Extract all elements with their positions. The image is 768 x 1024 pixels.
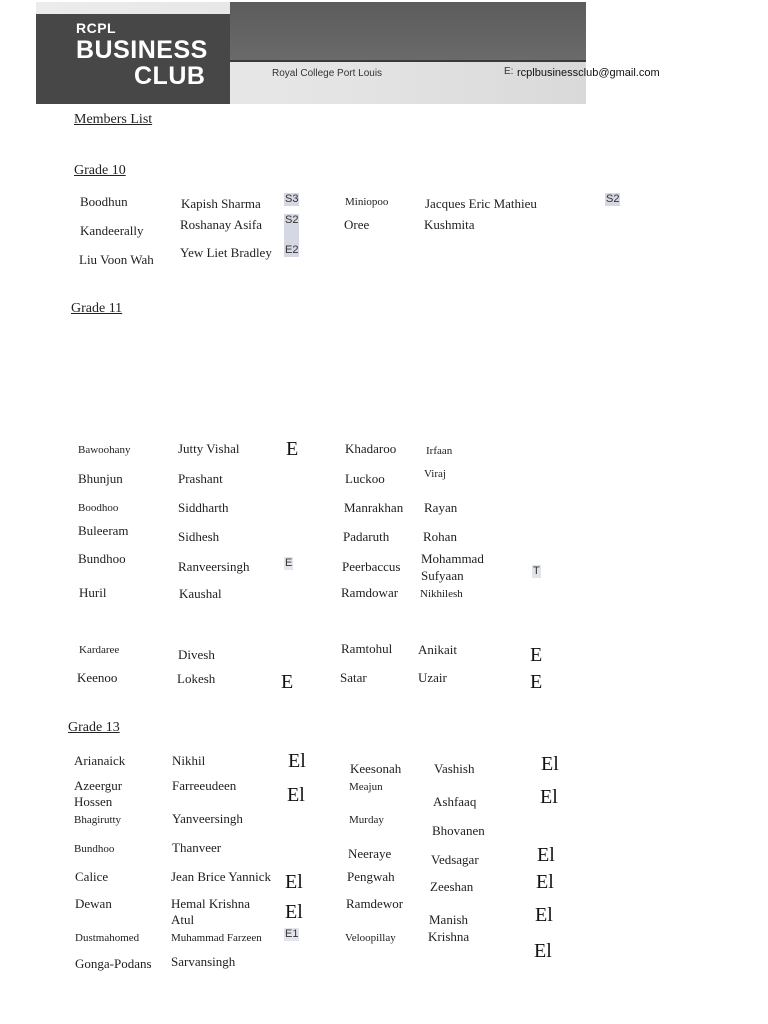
grade-mark: El — [534, 940, 552, 962]
list-item: Buleeram — [78, 523, 129, 538]
list-item: Bhagirutty — [74, 814, 122, 826]
list-item: Bawoohany — [78, 444, 131, 456]
list-item: Yew Liet Bradley — [180, 245, 272, 260]
list-item: Oree — [344, 217, 370, 232]
list-item: Padaruth — [343, 529, 390, 544]
grade-mark: E — [530, 644, 543, 666]
list-item: Ramdowar — [341, 585, 399, 600]
list-item: Anikait — [418, 642, 457, 657]
list-item: Keenoo — [77, 670, 118, 685]
grade-mark: E — [281, 671, 294, 693]
list-item: Atul — [171, 912, 195, 927]
list-item: Arianaick — [74, 753, 126, 768]
list-item: Bundhoo — [78, 551, 126, 566]
grade-code: S3 — [285, 193, 299, 205]
list-item: Peerbaccus — [342, 559, 401, 574]
list-item: Calice — [75, 869, 109, 884]
list-item: Ashfaaq — [433, 794, 477, 809]
email-label: E: — [504, 66, 514, 77]
list-item: Yanveersingh — [172, 811, 243, 826]
list-item: Rohan — [423, 529, 457, 544]
grade-mark: E — [285, 557, 293, 569]
school-name: Royal College Port Louis — [272, 68, 383, 79]
list-item: Mohammad — [421, 551, 484, 566]
list-item: Prashant — [178, 471, 223, 486]
list-item: Luckoo — [345, 471, 385, 486]
list-item: Siddharth — [178, 500, 229, 515]
grade-10-heading: Grade 10 — [74, 163, 126, 178]
list-item: Keesonah — [350, 761, 402, 776]
list-item: Nikhilesh — [420, 588, 463, 600]
list-item: Boodhun — [80, 194, 128, 209]
list-item: Bhovanen — [432, 823, 485, 838]
list-item: Irfaan — [426, 445, 453, 457]
grade-mark: E — [286, 438, 299, 460]
list-item: Krishna — [428, 929, 470, 944]
list-item: Lokesh — [177, 671, 216, 686]
list-item: Muhammad Farzeen — [171, 932, 262, 944]
page-title: Members List — [74, 112, 153, 127]
grade-mark: E1 — [285, 928, 299, 940]
grade-13-heading: Grade 13 — [68, 720, 120, 735]
list-item: Kushmita — [424, 217, 475, 232]
grade-mark: El — [540, 786, 558, 808]
list-item: Sidhesh — [178, 529, 220, 544]
grade-mark: El — [537, 844, 555, 866]
list-item: Nikhil — [172, 753, 206, 768]
list-item: Manrakhan — [344, 500, 404, 515]
list-item: Bundhoo — [74, 843, 115, 855]
grade-mark: E — [530, 671, 543, 693]
banner-top-strip — [230, 2, 586, 60]
list-item: Kaushal — [179, 586, 222, 601]
list-item: Ramtohul — [341, 641, 393, 656]
grade-mark: El — [536, 871, 554, 893]
grade-mark: El — [285, 871, 303, 893]
grade-code: S2 — [606, 193, 620, 205]
list-item: Liu Voon Wah — [79, 252, 154, 267]
list-item: Pengwah — [347, 869, 395, 884]
list-item: Veloopillay — [345, 932, 396, 944]
banner-divider — [230, 60, 586, 62]
list-item: Manish — [429, 912, 468, 927]
list-item: Rayan — [424, 500, 458, 515]
logo-rcpl: RCPL — [76, 20, 117, 36]
grade-mark: T — [533, 565, 540, 577]
logo-business: BUSINESS — [76, 36, 208, 64]
list-item: Jacques Eric Mathieu — [425, 196, 537, 211]
list-item: Vedsagar — [431, 852, 479, 867]
grade-mark: El — [535, 904, 553, 926]
list-item: Vashish — [434, 761, 475, 776]
list-item: Khadaroo — [345, 441, 397, 456]
list-item: Roshanay Asifa — [180, 217, 262, 232]
list-item: Azeergur — [74, 778, 123, 793]
grade-code: S2 — [284, 214, 299, 244]
list-item: Sufyaan — [421, 568, 464, 583]
list-item: Ramdewor — [346, 896, 404, 911]
list-item: Huril — [79, 585, 107, 600]
list-item: Uzair — [418, 670, 447, 685]
list-item: Gonga-Podans — [75, 956, 152, 971]
list-item: Boodhoo — [78, 502, 119, 514]
logo-club: CLUB — [134, 62, 206, 90]
grade-mark: El — [288, 750, 306, 772]
list-item: Meajun — [349, 781, 383, 793]
grade-11-heading: Grade 11 — [71, 301, 123, 316]
list-item: Satar — [340, 670, 367, 685]
list-item: Kandeerally — [80, 223, 144, 238]
list-item: Ranveersingh — [178, 559, 250, 574]
list-item: Jutty Vishal — [178, 441, 240, 456]
list-item: Hossen — [74, 794, 113, 809]
grade-mark: El — [541, 753, 559, 775]
list-item: Divesh — [178, 647, 215, 662]
list-item: Dewan — [75, 896, 112, 911]
list-item: Farreeudeen — [172, 778, 237, 793]
list-item: Kardaree — [79, 644, 120, 656]
list-item: Thanveer — [172, 840, 222, 855]
grade-mark: El — [287, 784, 305, 806]
list-item: Dustmahomed — [75, 932, 140, 944]
list-item: Sarvansingh — [171, 954, 236, 969]
list-item: Murday — [349, 814, 384, 826]
list-item: Kapish Sharma — [181, 196, 261, 211]
header-banner — [36, 2, 586, 104]
list-item: Zeeshan — [430, 879, 474, 894]
list-item: Bhunjun — [78, 471, 123, 486]
list-item: Neeraye — [348, 846, 392, 861]
grade-code: E2 — [285, 244, 299, 256]
email-address: rcplbusinessclub@gmail.com — [517, 67, 660, 79]
list-item: Hemal Krishna — [171, 896, 251, 911]
grade-mark: El — [285, 901, 303, 923]
list-item: Jean Brice Yannick — [171, 869, 272, 884]
list-item: Miniopoo — [345, 196, 389, 208]
list-item: Viraj — [424, 468, 446, 480]
